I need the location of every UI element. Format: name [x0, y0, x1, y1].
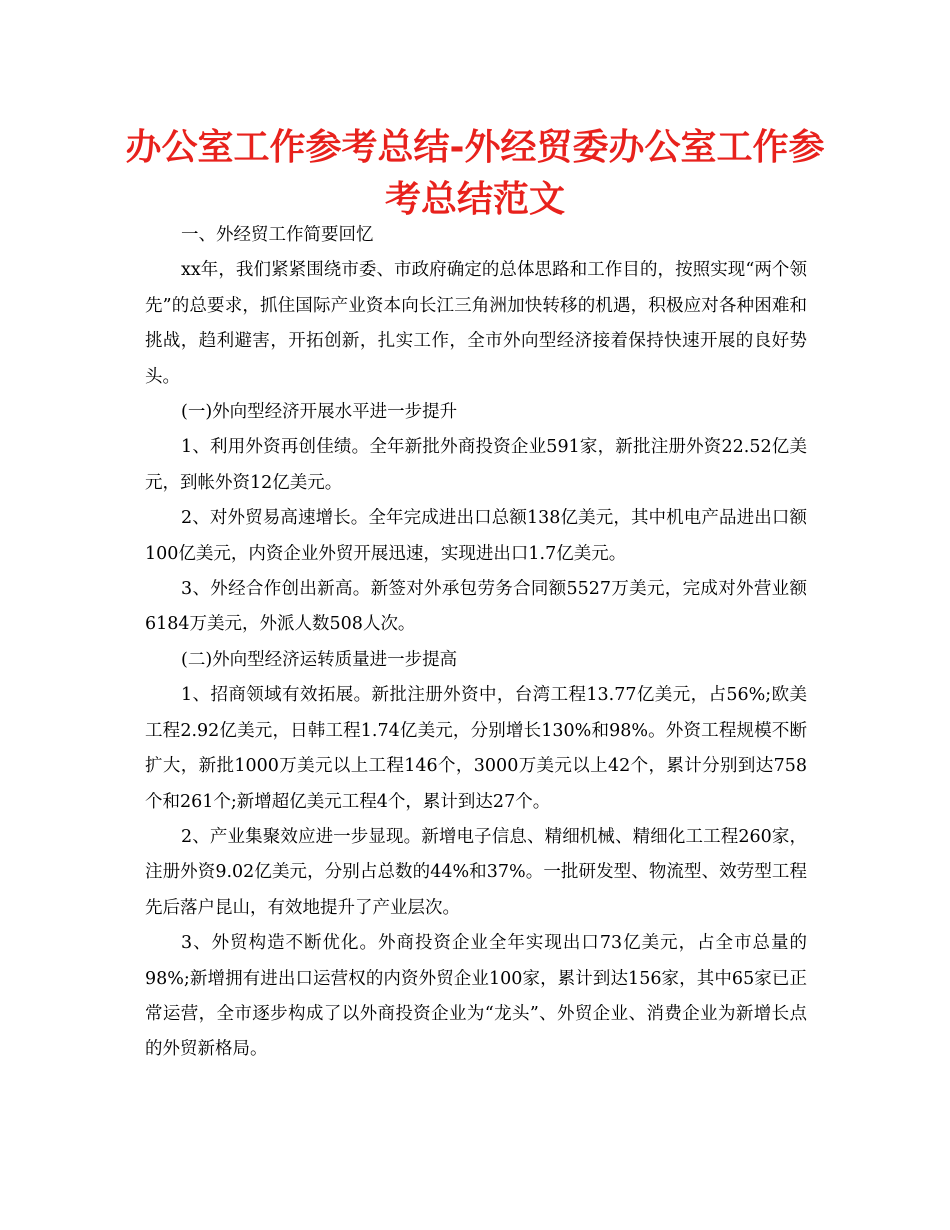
document-body: [145, 218, 807, 1068]
paragraph: xx年，我们紧紧围绕市委、市政府确定的总体思路和工作目的，按照实现“两个领先”的总要求，抓住国际产业资本向长江三角洲加快转移的机遇，积极应对各种困难和挑战，趋利避害，开拓创新，扎实工作，全市外向型经济接着保持快速开展的良好势头。: [145, 260, 807, 387]
subsection-heading: (一)外向型经济开展水平进一步提升: [181, 402, 458, 423]
paragraph: 2、对外贸易高速增长。全年完成进出口总额138亿美元，其中机电产品进出口额100亿美元，内资企业外贸开展迅速，实现进出口1.7亿美元。: [145, 508, 807, 564]
section-heading: 一、外经贸工作简要回忆: [181, 225, 374, 245]
paragraph: 1、招商领域有效拓展。新批注册外资中，台湾工程13.77亿美元，占56%;欧美工程2.92亿美元，日韩工程1.74亿美元，分别增长130%和98%。外资工程规模不断扩大，新批1000万美元以上工程146个，3000万美元以上42个，累计分别到达758个和261个;新增超亿美元工程4个，累计到达27个。: [145, 685, 807, 812]
paragraph: 2、产业集聚效应进一步显现。新增电子信息、精细机械、精细化工工程260家，注册外资9.02亿美元，分别占总数的44%和37%。一批研发型、物流型、效劳型工程先后落户昆山，有效地提升了产业层次。: [145, 826, 807, 918]
paragraph: 3、外经合作创出新高。新签对外承包劳务合同额5527万美元，完成对外营业额6184万美元，外派人数508人次。: [145, 579, 807, 635]
paragraph: 1、利用外资再创佳绩。全年新批外商投资企业591家，新批注册外资22.52亿美元，到帐外资12亿美元。: [145, 437, 807, 493]
document-title: 办公室工作参考总结-外经贸委办公室工作参考总结范文: [125, 127, 825, 220]
paragraph: 3、外贸构造不断优化。外商投资企业全年实现出口73亿美元，占全市总量的98%;新增拥有进出口运营权的内资外贸企业100家，累计到达156家，其中65家已正常运营，全市逐步构成了以外商投资企业为“龙头”、外贸企业、消费企业为新增长点的外贸新格局。: [145, 933, 807, 1060]
subsection-heading: (二)外向型经济运转质量进一步提高: [181, 649, 458, 670]
